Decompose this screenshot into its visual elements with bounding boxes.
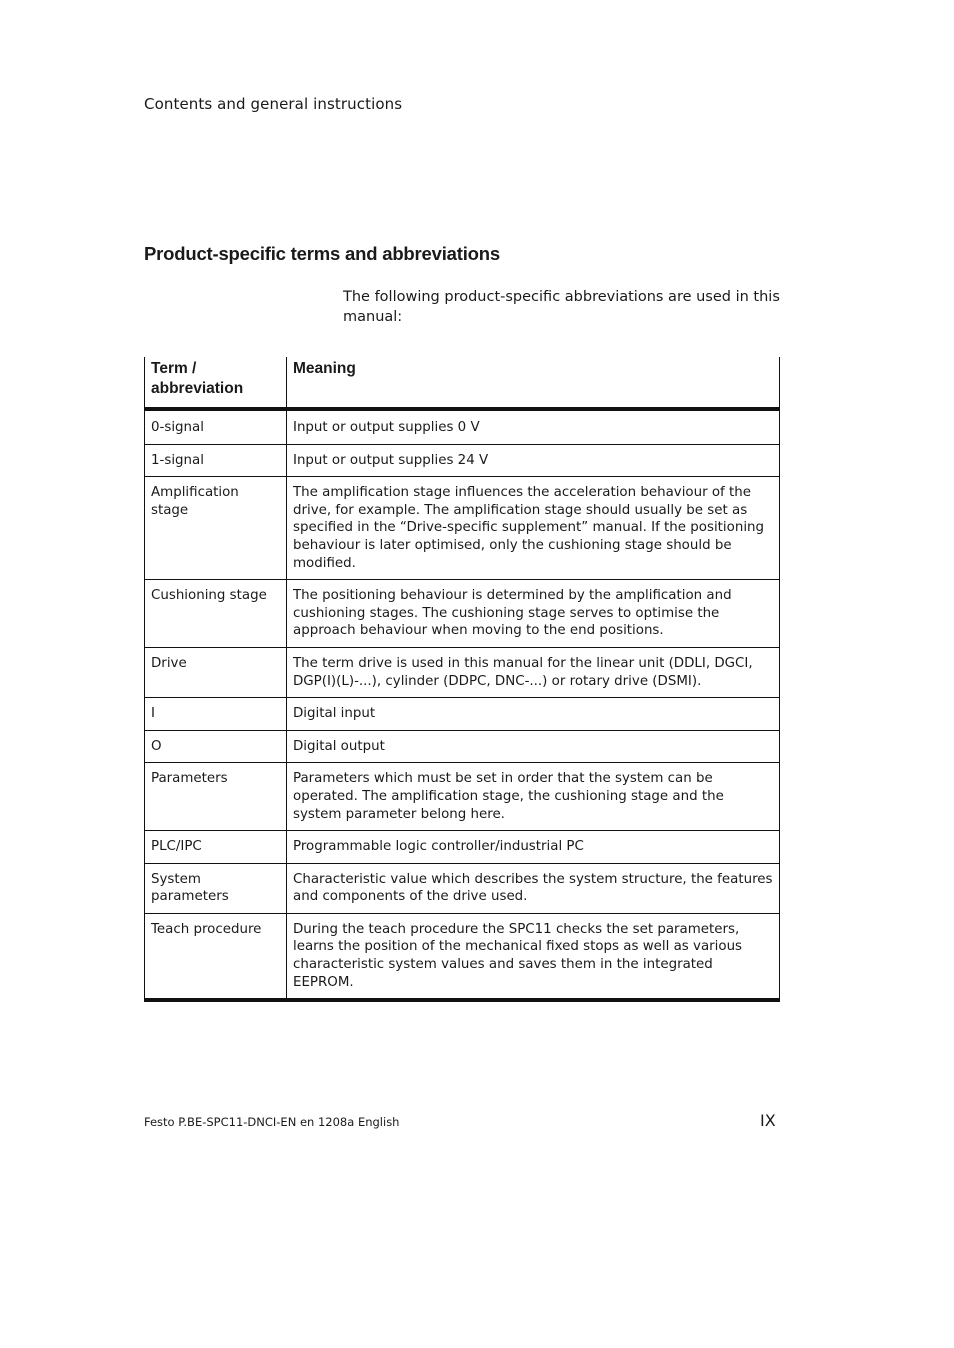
meaning-cell: Parameters which must be set in order that the system can be operated. The amplification stage, the cushioning stage and the system parameter belong here. bbox=[287, 763, 780, 831]
table-row bbox=[145, 409, 780, 444]
meaning-cell: Programmable logic controller/industrial PC bbox=[287, 831, 780, 864]
meaning-cell: During the teach procedure the SPC11 checks the set parameters, learns the position of the mechanical fixed stops as well as various characteristic system values and saves them in the integrated EEPROM. bbox=[287, 913, 780, 1000]
term-cell: PLC/IPC bbox=[145, 831, 287, 864]
meaning-cell: Characteristic value which describes the system structure, the features and components of the drive used. bbox=[287, 863, 780, 913]
term-cell: Parameters bbox=[145, 763, 287, 831]
table-row bbox=[145, 730, 780, 763]
table-row bbox=[145, 444, 780, 477]
term-cell: 0-signal bbox=[145, 409, 287, 444]
meaning-cell: Input or output supplies 24 V bbox=[287, 444, 780, 477]
term-cell: Drive bbox=[145, 647, 287, 697]
meaning-cell: Input or output supplies 0 V bbox=[287, 409, 780, 444]
term-cell: I bbox=[145, 698, 287, 731]
term-cell: Amplification stage bbox=[145, 477, 287, 580]
table-row bbox=[145, 831, 780, 864]
term-cell: Teach procedure bbox=[145, 913, 287, 1000]
table-row bbox=[145, 698, 780, 731]
meaning-cell: Digital output bbox=[287, 730, 780, 763]
footer-doc-info: Festo P.BE-SPC11-DNCI-EN en 1208a English bbox=[144, 1115, 400, 1129]
column-header-term: Term / abbreviation bbox=[145, 357, 287, 409]
section-title: Product-specific terms and abbreviations bbox=[144, 243, 500, 264]
intro-paragraph: The following product-specific abbreviations are used in this manual: bbox=[343, 289, 780, 325]
table-row bbox=[145, 477, 780, 580]
table-row bbox=[145, 580, 780, 648]
term-cell: System parameters bbox=[145, 863, 287, 913]
page-number: IX bbox=[760, 1111, 776, 1130]
meaning-cell: The term drive is used in this manual for the linear unit (DDLI, DGCI, DGP(I)(L)-...), cylinder (DDPC, DNC-...) or rotary drive (DSMI). bbox=[287, 647, 780, 697]
term-cell: Cushioning stage bbox=[145, 580, 287, 648]
table-row bbox=[145, 863, 780, 913]
term-cell: 1-signal bbox=[145, 444, 287, 477]
meaning-cell: Digital input bbox=[287, 698, 780, 731]
meaning-cell: The positioning behaviour is determined by the amplification and cushioning stages. The cushioning stage serves to optimise the approach behaviour when moving to the end positions. bbox=[287, 580, 780, 648]
table-row bbox=[145, 913, 780, 1000]
table-row bbox=[145, 647, 780, 697]
meaning-cell: The amplification stage influences the acceleration behaviour of the drive, for example. The amplification stage should usually be set as specified in the “Drive-specific supplement” manual. If the positioning behaviour is later optimised, only the cushioning stage should be modified. bbox=[287, 477, 780, 580]
table-row bbox=[145, 763, 780, 831]
column-header-meaning: Meaning bbox=[287, 357, 780, 409]
terms-table bbox=[144, 357, 780, 1002]
term-cell: O bbox=[145, 730, 287, 763]
running-head: Contents and general instructions bbox=[144, 95, 403, 113]
table-header-row bbox=[145, 357, 780, 409]
